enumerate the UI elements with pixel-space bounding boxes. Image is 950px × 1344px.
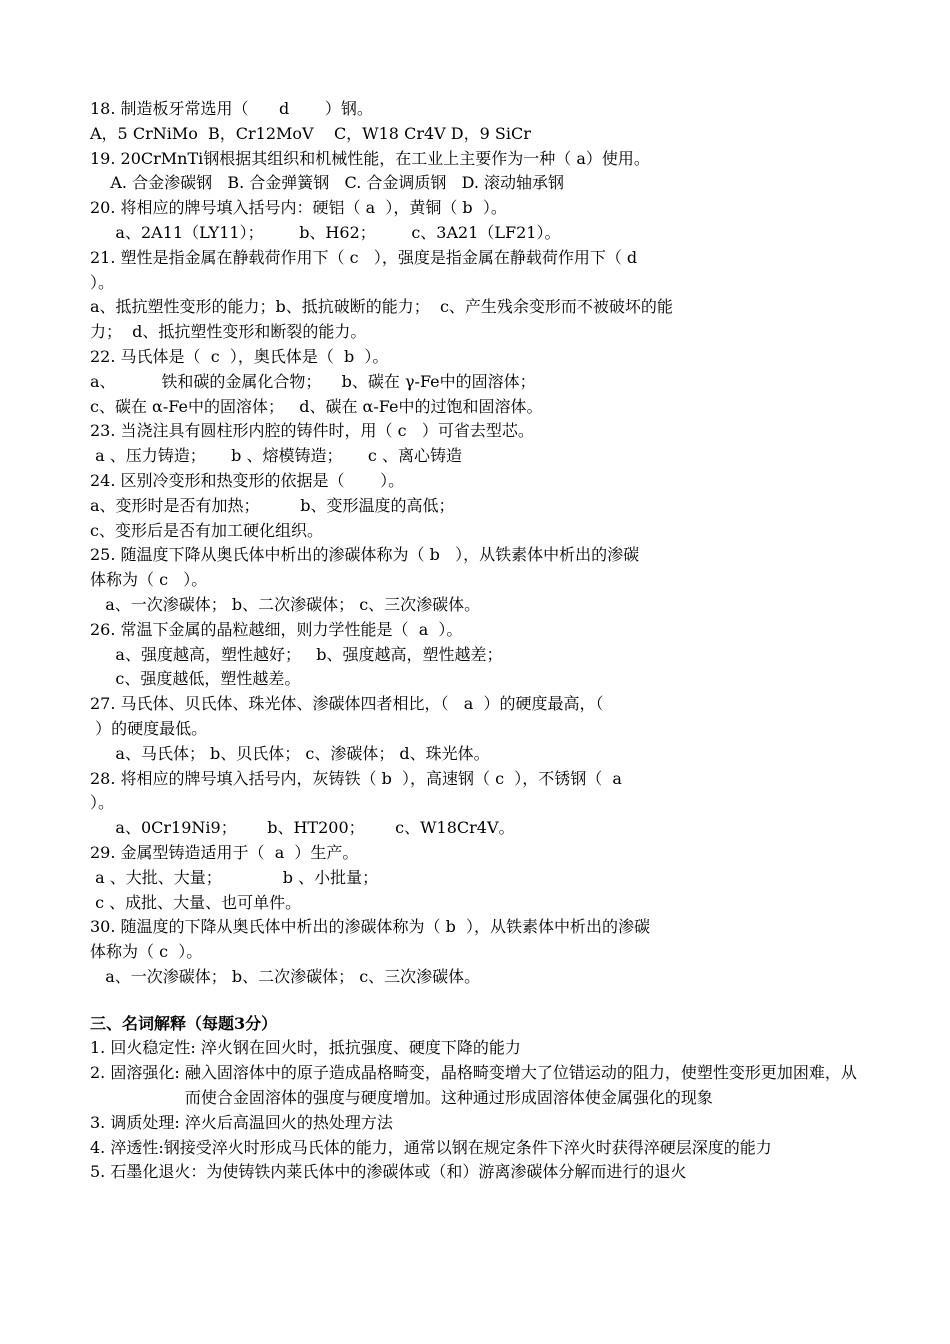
question-18	[90, 97, 860, 147]
question-28	[90, 767, 860, 841]
question-options: a、抵抗塑性变形的能力；b、抵抗破断的能力； c、产生残余变形而不被破坏的能	[90, 297, 673, 317]
definition-item	[90, 1111, 860, 1136]
definition-item	[90, 1136, 860, 1161]
question-text: 26. 常温下金属的晶粒越细，则力学性能是（ a ）。	[90, 619, 463, 639]
exam-page	[90, 97, 860, 1185]
question-24	[90, 469, 860, 543]
question-options: a、0Cr19Ni9； b、HT200； c、W18Cr4V。	[90, 818, 515, 838]
question-20	[90, 196, 860, 246]
question-text: 19. 20CrMnTi钢根据其组织和机械性能，在工业上主要作为一种（ a）使用。	[90, 148, 650, 168]
question-text: 27. 马氏体、贝氏体、珠光体、渗碳体四者相比，（ a ）的硬度最高，（	[90, 694, 604, 714]
question-23	[90, 419, 860, 469]
definition-item	[90, 1036, 860, 1061]
question-21	[90, 246, 860, 345]
question-27	[90, 692, 860, 766]
question-text: 28. 将相应的牌号填入括号内，灰铸铁（ b ），高速钢（ c ），不锈钢（ a	[90, 768, 622, 788]
definition-body: 淬火后高温回火的热处理方法	[184, 1112, 393, 1132]
question-options: a、一次渗碳体； b、二次渗碳体； c、三次渗碳体。	[90, 594, 481, 614]
section-heading: 三、名词解释（每题3分）	[90, 1013, 278, 1033]
definition-term: 4. 淬透性:	[90, 1137, 164, 1157]
definition-item	[90, 1160, 860, 1185]
definition-term: 1. 回火稳定性:	[90, 1038, 201, 1058]
question-text-cont: 体称为（ c ）。	[90, 570, 208, 590]
question-options: a、变形时是否有加热； b、变形温度的高低；	[90, 495, 455, 515]
question-26	[90, 618, 860, 692]
question-options: a 、大批、大量； b 、小批量；	[90, 867, 379, 887]
question-text: 30. 随温度的下降从奥氏体中析出的渗碳体称为（ b ），从铁素体中析出的渗碳	[90, 917, 651, 937]
question-options: a 、压力铸造； b 、熔模铸造； c 、离心铸造	[90, 446, 462, 466]
question-text-cont: 体称为（ c ）。	[90, 942, 203, 962]
question-options: c、变形后是否有加工硬化组织。	[90, 520, 323, 540]
definition-term: 2. 固溶强化:	[90, 1063, 185, 1083]
question-options: c、强度越低，塑性越差。	[90, 669, 301, 689]
definition-item	[90, 1061, 860, 1111]
question-options: a、强度越高，塑性越好； b、强度越高，塑性越差；	[90, 644, 503, 664]
question-25	[90, 543, 860, 617]
question-text: 20. 将相应的牌号填入括号内：硬铝（ a ），黄铜（ b ）。	[90, 198, 507, 218]
question-text: 23. 当浇注具有圆柱形内腔的铸件时，用（ c ）可省去型芯。	[90, 421, 534, 441]
section-spacer	[90, 990, 860, 1012]
question-options: a、 铁和碳的金属化合物； b、碳在 γ-Fe中的固溶体；	[90, 371, 536, 391]
question-text-cont: ）的硬度最低。	[90, 718, 208, 738]
question-text: 25. 随温度下降从奥氏体中析出的渗碳体称为（ b ），从铁素体中析出的渗碳	[90, 545, 640, 565]
question-options: c 、成批、大量、也可单件。	[90, 892, 302, 912]
question-29	[90, 841, 860, 915]
question-text-cont: ）。	[90, 793, 115, 813]
question-19	[90, 147, 860, 197]
definition-body: 淬火钢在回火时，抵抗强度、硬度下降的能力	[200, 1038, 521, 1058]
question-text-cont: ）。	[90, 272, 115, 292]
question-options: a、2A11（LY11）； b、H62； c、3A21（LF21）。	[90, 222, 561, 242]
question-text: 29. 金属型铸造适用于（ a ）生产。	[90, 842, 359, 862]
question-text: 21. 塑性是指金属在静载荷作用下（ c ），强度是指金属在静载荷作用下（ d	[90, 247, 638, 267]
definition-body: 融入固溶体中的原子造成晶格畸变，晶格畸变增大了位错运动的阻力，使塑性变形更加困难，从而使合金固溶体的强度与硬度增加。这种通过形成固溶体使金属强化的现象	[184, 1063, 857, 1108]
question-22	[90, 345, 860, 419]
definition-body: 钢接受淬火时形成马氏体的能力，通常以钢在规定条件下淬火时获得淬硬层深度的能力	[163, 1137, 772, 1157]
question-text: 18. 制造板牙常选用（ d ）钢。	[90, 99, 373, 118]
question-30	[90, 915, 860, 989]
question-options: A，5 CrNiMo B，Cr12MoV C，W18 Cr4V D，9 SiCr	[90, 123, 531, 143]
definition-term: 5. 石墨化退火：	[90, 1162, 207, 1182]
section-3	[90, 1012, 860, 1186]
question-options: a、一次渗碳体； b、二次渗碳体； c、三次渗碳体。	[90, 966, 481, 986]
question-options: c、碳在 α-Fe中的固溶体； d、碳在 α-Fe中的过饱和固溶体。	[90, 396, 543, 416]
question-options: 力； d、抵抗塑性变形和断裂的能力。	[90, 322, 367, 342]
definition-body: 为使铸铁内莱氏体中的渗碳体或（和）游离渗碳体分解而进行的退火	[206, 1162, 687, 1182]
question-text: 24. 区别冷变形和热变形的依据是（ ）。	[90, 470, 405, 490]
definition-term: 3. 调质处理:	[90, 1112, 185, 1132]
question-options: A. 合金渗碳钢 B. 合金弹簧钢 C. 合金调质钢 D. 滚动轴承钢	[90, 173, 565, 193]
question-options: a、马氏体； b、贝氏体； c、渗碳体； d、珠光体。	[90, 743, 490, 763]
question-text: 22. 马氏体是（ c ），奥氏体是（ b ）。	[90, 346, 389, 366]
